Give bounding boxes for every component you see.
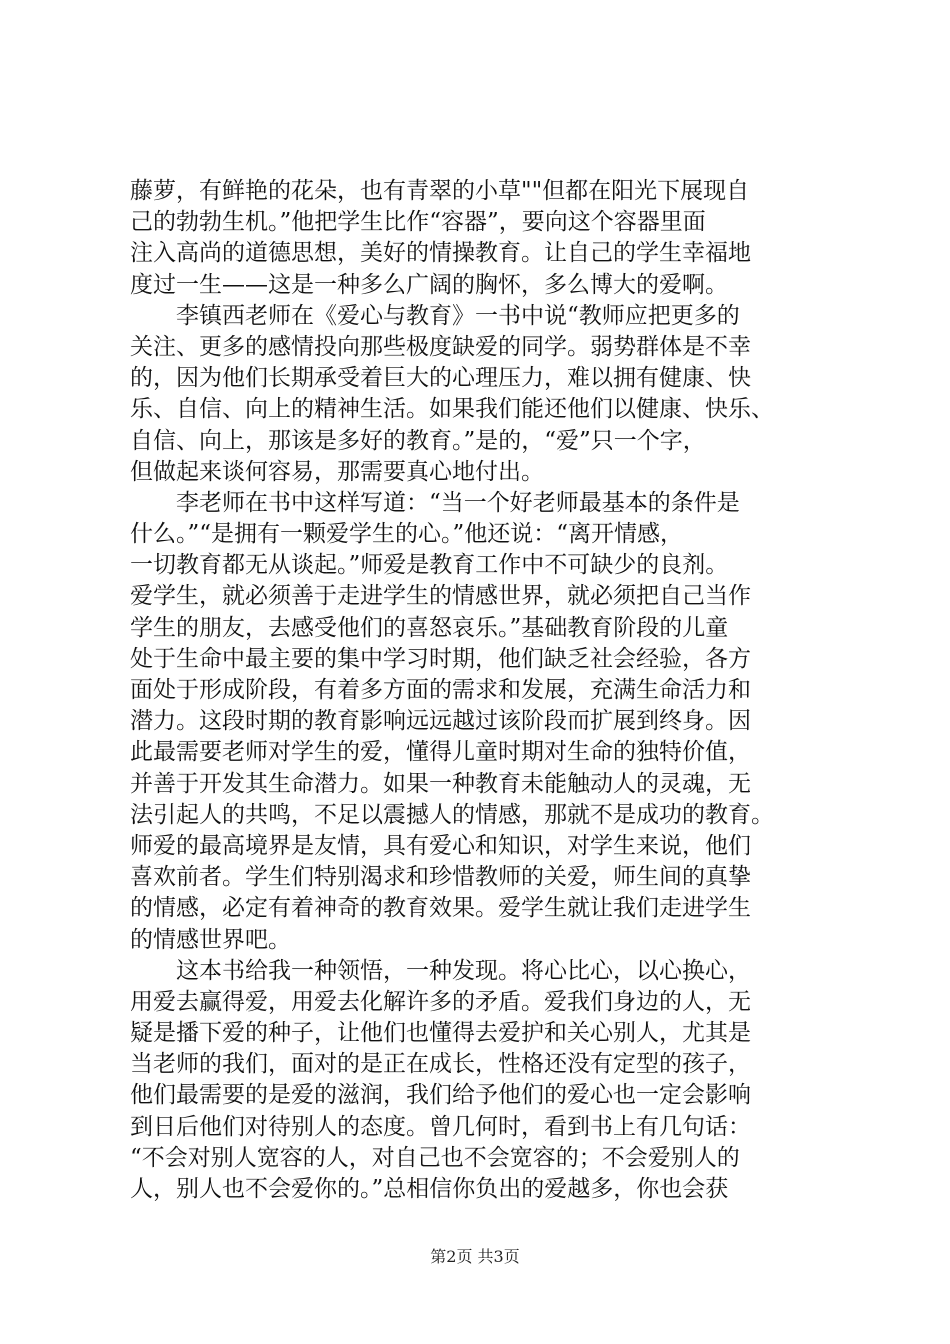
text-line: 喜欢前者。学生们特别渴求和珍惜教师的关爱，师生间的真挚 [130, 864, 751, 891]
text-line: 但做起来谈何容易，那需要真心地付出。 [130, 458, 544, 485]
text-line: 到日后他们对待别人的态度。曾几何时，看到书上有几句话： [130, 1113, 751, 1140]
text-line: 的情感，必定有着神奇的教育效果。爱学生就让我们走进学生 [130, 895, 751, 922]
text-line: 并善于开发其生命潜力。如果一种教育未能触动人的灵魂，无 [130, 770, 751, 797]
text-line: 法引起人的共鸣，不足以震撼人的情感，那就不是成功的教育。 [130, 801, 774, 828]
text-line: 师爱的最高境界是友情，具有爱心和知识，对学生来说，他们 [130, 832, 751, 859]
text-line: 藤萝，有鲜艳的花朵，也有青翠的小草""但都在阳光下展现自 [130, 178, 750, 204]
text-line: “不会对别人宽容的人，对自己也不会宽容的；不会爱别人的 [130, 1144, 740, 1171]
text-line: 他们最需要的是爱的滋润，我们给予他们的爱心也一定会影响 [130, 1082, 751, 1109]
text-line: 这本书给我一种领悟，一种发现。将心比心，以心换心， [130, 957, 751, 984]
text-line: 关注、更多的感情投向那些极度缺爱的同学。弱势群体是不幸 [130, 333, 751, 360]
text-line: 李镇西老师在《爱心与教育》一书中说“教师应把更多的 [130, 302, 740, 329]
text-line: 用爱去赢得爱，用爱去化解许多的矛盾。爱我们身边的人，无 [130, 988, 751, 1015]
text-line: 乐、自信、向上的精神生活。如果我们能还他们以健康、快乐、 [130, 396, 774, 423]
text-line: 的，因为他们长期承受着巨大的心理压力，难以拥有健康、快 [130, 365, 751, 392]
text-line: 潜力。这段时期的教育影响远远越过该阶段而扩展到终身。因 [130, 708, 751, 735]
text-line: 面处于形成阶段，有着多方面的需求和发展，充满生命活力和 [130, 677, 751, 703]
text-line: 李老师在书中这样写道：“当一个好老师最基本的条件是 [130, 489, 740, 516]
text-line: 的情感世界吧。 [130, 926, 291, 953]
text-line: 度过一生——这是一种多么广阔的胸怀，多么博大的爱啊。 [130, 271, 728, 298]
text-line: 此最需要老师对学生的爱，懂得儿童时期对生命的独特价值， [130, 739, 751, 766]
text-line: 爱学生，就必须善于走进学生的情感世界，就必须把自己当作 [130, 583, 751, 610]
text-line: 什么。”“是拥有一颗爱学生的心。”他还说：“离开情感， [130, 521, 684, 548]
page-number-footer: 第2页 共3页 [430, 1247, 520, 1266]
text-line: 己的勃勃生机。”他把学生比作“容器”，要向这个容器里面 [130, 209, 706, 236]
text-line: 学生的朋友，去感受他们的喜怒哀乐。”基础教育阶段的儿童 [130, 614, 729, 641]
text-line: 一切教育都无从谈起。”师爱是教育工作中不可缺少的良剂。 [130, 552, 729, 579]
text-line: 当老师的我们，面对的是正在成长，性格还没有定型的孩子， [130, 1051, 751, 1078]
text-line: 疑是播下爱的种子，让他们也懂得去爱护和关心别人，尤其是 [130, 1020, 751, 1047]
body-text [130, 176, 830, 1205]
text-line: 处于生命中最主要的集中学习时期，他们缺乏社会经验，各方 [130, 645, 751, 672]
text-line: 自信、向上，那该是多好的教育。”是的，“爱”只一个字， [130, 427, 706, 454]
text-line: 人，别人也不会爱你的。”总相信你负出的爱越多，你也会获 [130, 1176, 729, 1202]
text-line: 注入高尚的道德思想，美好的情操教育。让自己的学生幸福地 [130, 240, 751, 267]
